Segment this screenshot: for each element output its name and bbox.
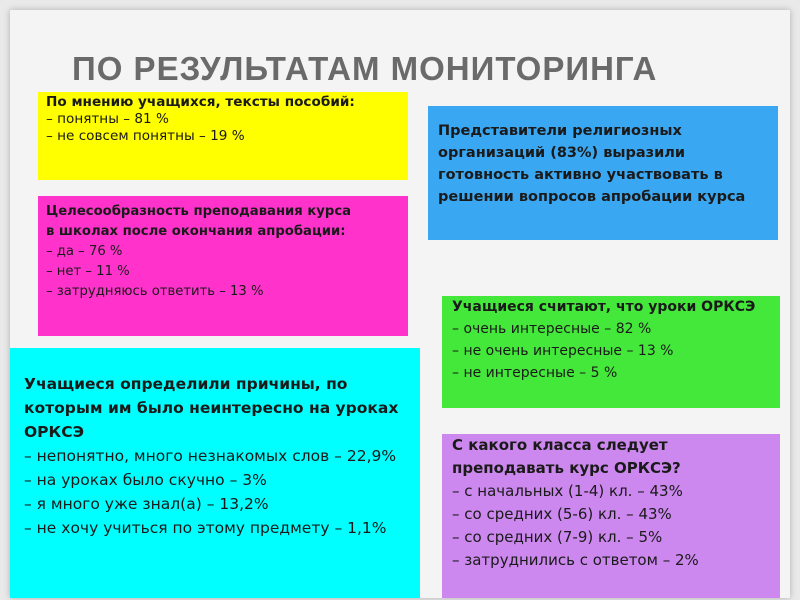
list-item: – не очень интересные – 13 % — [452, 343, 674, 359]
list-item: – со средних (5-6) кл. – 43% — [452, 505, 672, 523]
list-item: – не интересные – 5 % — [452, 365, 618, 381]
list-item: – да – 76 % — [46, 244, 123, 259]
box-heading: Учащиеся определили причины, по которым им было неинтересно на уроках ОРКСЭ — [24, 375, 399, 441]
box-religious-orgs — [428, 106, 778, 240]
list-item: – непонятно, много незнакомых слов – 22,9% — [24, 447, 397, 465]
list-item: – нет – 11 % — [46, 264, 130, 279]
box-heading: Учащиеся считают, что уроки ОРКСЭ — [452, 299, 756, 315]
box-starting-grade — [442, 434, 780, 598]
list-item: – очень интересные – 82 % — [452, 321, 652, 337]
list-item: – затрудняюсь ответить – 13 % — [46, 284, 264, 299]
box-heading: С какого класса следует преподавать курс ОРКСЭ? — [452, 436, 681, 477]
list-item: – не совсем понятны – 19 % — [46, 128, 245, 144]
list-item: – с начальных (1-4) кл. – 43% — [452, 482, 683, 500]
box-course-expediency — [38, 196, 408, 336]
box-lessons-interest — [442, 296, 780, 408]
slide — [10, 10, 790, 598]
box-heading: По мнению учащихся, тексты пособий: — [46, 94, 355, 110]
list-item: – не хочу учиться по этому предмету – 1,1% — [24, 519, 387, 537]
box-texts-understanding — [38, 92, 408, 180]
list-item: – понятны – 81 % — [46, 111, 169, 127]
list-item: – со средних (7-9) кл. – 5% — [452, 528, 663, 546]
box-heading: Целесообразность преподавания курса — [46, 204, 352, 219]
slide-title: ПО РЕЗУЛЬТАТАМ МОНИТОРИНГА — [72, 50, 658, 87]
box-heading: в школах после окончания апробации: — [46, 224, 346, 239]
list-item: – я много уже знал(а) – 13,2% — [24, 495, 269, 513]
box-reasons-uninteresting — [10, 348, 420, 598]
list-item: – затруднились с ответом – 2% — [452, 551, 699, 569]
box-heading: Представители религиозных организаций (83%) выразили готовность активно участвовать в решении вопросов апробации курса — [438, 123, 746, 205]
list-item: – на уроках было скучно – 3% — [24, 471, 267, 489]
